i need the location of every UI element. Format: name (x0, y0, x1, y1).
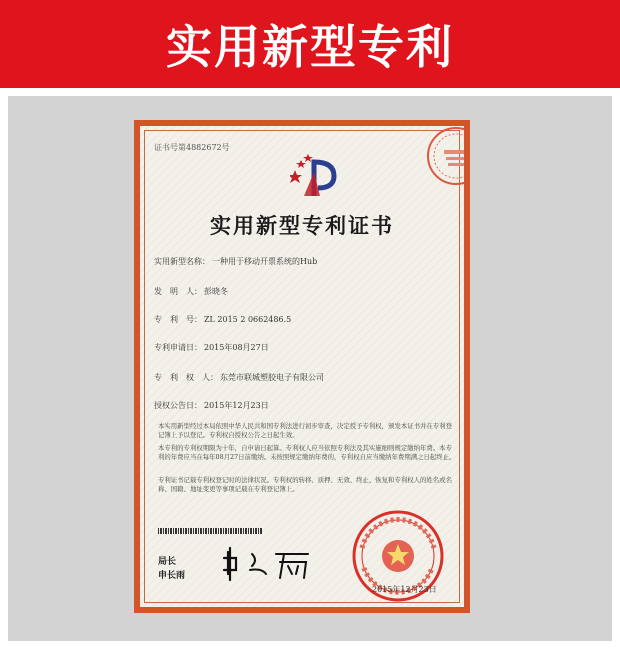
field-inventor (154, 286, 228, 297)
notice-paragraph: 本实用新型经过本局依照中华人民共和国专利法进行初步审查，决定授予专利权，颁发本证书并在专利登记簿上予以登记。专利权自授权公告之日起生效。 (158, 422, 452, 439)
field-value: 东莞市联城塑胶电子有限公司 (220, 373, 324, 382)
field-label: 实用新型名称： (154, 257, 210, 266)
field-label: 专 利 号： (154, 315, 202, 324)
field-value: ZL 2015 2 0662486.5 (204, 315, 292, 324)
handwritten-signature-icon (222, 544, 314, 584)
field-label: 专 利 权 人： (154, 373, 218, 382)
certificate-number: 证书号第4882672号 (154, 143, 230, 152)
patent-office-seal-icon (422, 122, 470, 190)
signer-role: 局长 (158, 557, 177, 567)
certificate-title: 实用新型专利证书 (210, 213, 394, 238)
field-value: 2015年12月23日 (204, 401, 269, 410)
field-value: 一种用于移动开票系统的Hub (212, 257, 318, 266)
notice-paragraph: 本专利的专利权期限为十年，自申请日起算。专利权人应当依照专利法及其实施细则规定缴纳年费。本专利的年费应当在每年08月27日前缴纳。未按照规定缴纳年费的，专利权自应当缴纳年费期满之日起终止。 (158, 444, 456, 461)
seal-date: 2015年12月23日 (372, 585, 437, 594)
field-label: 发 明 人： (154, 287, 202, 296)
field-patent-number (154, 314, 291, 325)
field-value: 2015年08月27日 (204, 343, 269, 352)
field-value: 彭晓冬 (204, 287, 228, 296)
patent-certificate (134, 120, 470, 613)
field-utility-model-name (154, 256, 317, 267)
field-application-date (154, 342, 269, 353)
field-label: 授权公告日： (154, 401, 202, 410)
patent-emblem-icon (290, 152, 338, 202)
field-label: 专利申请日： (154, 343, 202, 352)
header-banner (0, 0, 620, 88)
notice-paragraph: 专利证书记载专利权登记时的法律状况。专利权的转移、质押、无效、终止、恢复和专利权人的姓名或名称、国籍、地址变更等事项记载在专利登记簿上。 (158, 476, 452, 493)
barcode (158, 528, 262, 534)
banner-title: 实用新型专利 (166, 20, 454, 74)
field-grant-date (154, 400, 269, 411)
field-patentee (154, 372, 324, 383)
signer-name: 申长雨 (158, 571, 186, 581)
